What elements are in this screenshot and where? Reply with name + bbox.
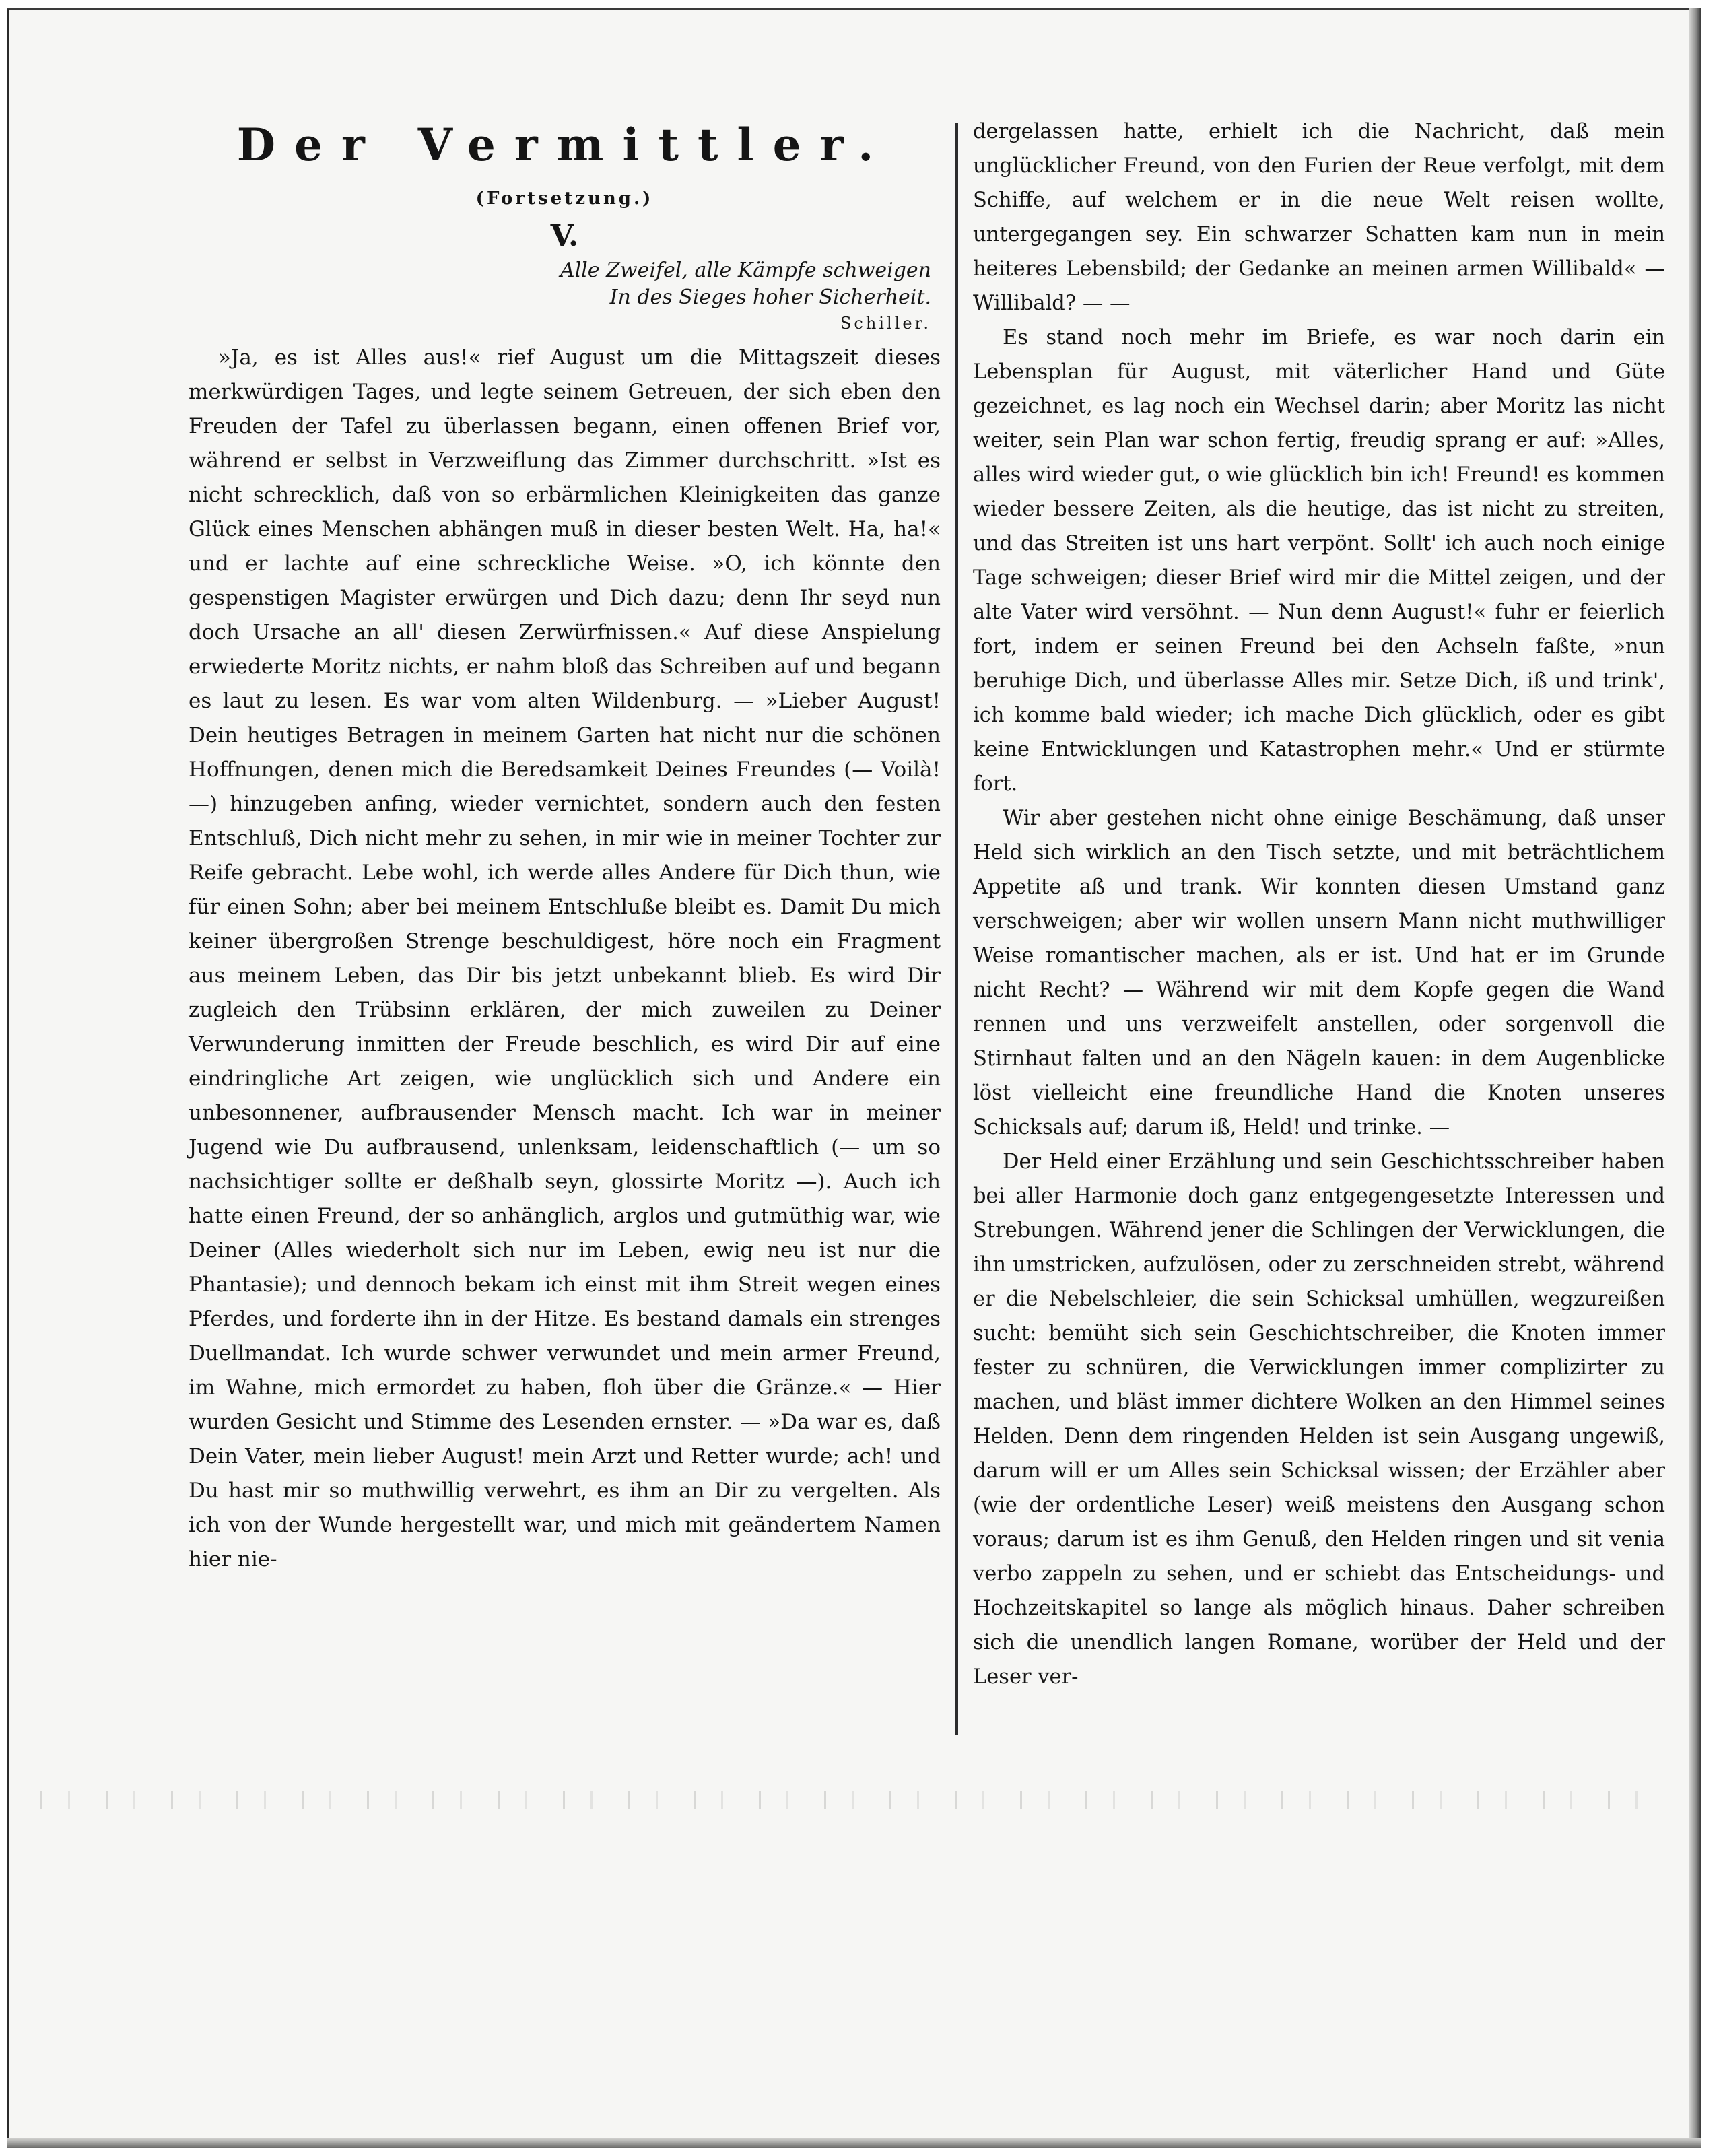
body-paragraph: Wir aber gestehen nicht ohne einige Beschämung, daß unser Held sich wirklich an den Tisch setzte, und mit beträchtlichem Appetite aß und trank. Wir konnten diesen Umstand ganz verschweigen; aber wir wollen unsern Mann nicht muthwilliger Weise romantischer machen, als er ist. Und hat er im Grunde nicht Recht? — Während wir mit dem Kopfe gegen die Wand rennen und uns verzweifelt anstellen, oder sorgenvoll die Stirnhaut falten und an den Nägeln kauen: in dem Augenblicke löst vielleicht eine freundliche Hand die Knoten unseres Schicksals auf; darum iß, Held! und trinke. — xyxy=(973,807,1665,1139)
body-paragraph: Es stand noch mehr im Briefe, es war noch darin ein Lebensplan für August, mit väterlicher Hand und Güte gezeichnet, es lag noch ein Wechsel darin; aber Moritz las nicht weiter, sein Plan war schon fertig, freudig sprang er auf: »Alles, alles wird wieder gut, o wie glücklich bin ich! Freund! es kommen wieder bessere Zeiten, als die heutige, das ist nicht zu streiten, und das Streiten ist uns hart verpönt. Sollt' ich auch noch einige Tage schweigen; dieser Brief wird mir die Mittel zeigen, und der alte Vater wird versöhnt. — Nun denn August!« fuhr er feierlich fort, indem er seinen Freund bei den Achseln faßte, »nun beruhige Dich, und überlasse Alles mir. Setze Dich, iß und trink', ich komme bald wieder; ich mache Dich glücklich, oder es gibt keine Entwicklungen und Katastrophen mehr.« Und er stürmte fort. xyxy=(973,326,1665,796)
article-title: Der Vermittler. xyxy=(236,119,893,171)
body-paragraph: Der Held einer Erzählung und sein Geschichtsschreiber haben bei aller Harmonie doch ganz entgegengesetzte Interessen und Strebungen. Während jener die Schlingen der Verwicklungen, die ihn umstricken, aufzulösen, oder zu zerschneiden strebt, während er die Nebelschleier, die sein Schicksal umhüllen, wegzureißen sucht: bemüht sich sein Geschichtschreiber, die Knoten immer fester zu schnüren, die Verwicklungen immer complizirter zu machen, und bläst immer dichtere Wolken an den Himmel seines Helden. Denn dem ringenden Helden ist sein Ausgang ungewiß, darum will er um Alles sein Schicksal wissen; der Erzähler aber (wie der ordentliche Leser) weiß meistens den Ausgang schon voraus; darum ist es ihm Genuß, den Helden ringen und sit venia verbo zappeln zu sehen, und er schiebt das Entscheidungs- und Hochzeitskapitel so lange als möglich hinaus. Daher schreiben sich die unendlich langen Romane, worüber der Held und der Leser ver- xyxy=(973,1150,1665,1689)
chapter-number: V. xyxy=(550,219,579,253)
motto-author: Schiller. xyxy=(840,314,931,333)
motto-line: Alle Zweifel, alle Kämpfe schweigen xyxy=(560,259,931,282)
article-subtitle: (Fortsetzung.) xyxy=(475,189,654,209)
page-edge-shadow xyxy=(1689,8,1701,2147)
motto-line: In des Sieges hoher Sicherheit. xyxy=(609,285,931,309)
scan-artifact-strip xyxy=(40,1791,1660,1809)
page-bottom-edge xyxy=(7,2138,1701,2148)
body-paragraph: dergelassen hatte, erhielt ich die Nachricht, daß mein unglücklicher Freund, von den Furien der Reue verfolgt, mit dem Schiffe, auf welchem er in die neue Welt reisen wollte, untergegangen sey. Ein schwarzer Schatten kam nun in mein heiteres Lebensbild; der Gedanke an meinen armen Willibald« — Willibald? — — xyxy=(973,120,1665,315)
motto-block xyxy=(189,257,941,335)
column-divider xyxy=(955,123,958,1735)
right-column xyxy=(973,114,1665,1694)
body-paragraph: »Ja, es ist Alles aus!« rief August um die Mittagszeit dieses merkwürdigen Tages, und legte seinem Getreuen, der sich eben den Freuden der Tafel zu überlassen begann, einen offenen Brief vor, während er selbst in Verzweiflung das Zimmer durchschritt. »Ist es nicht schrecklich, daß von so erbärmlichen Kleinigkeiten das ganze Glück eines Menschen abhängen muß in dieser besten Welt. Ha, ha!« und er lachte auf eine schreckliche Weise. »O, ich könnte den gespenstigen Magister erwürgen und Dich dazu; denn Ihr seyd nun doch Ursache an all' diesen Zerwürfnissen.« Auf diese Anspielung erwiederte Moritz nichts, er nahm bloß das Schreiben auf und begann es laut zu lesen. Es war vom alten Wildenburg. — »Lieber August! Dein heutiges Betragen in meinem Garten hat nicht nur die schönen Hoffnungen, denen mich die Beredsamkeit Deines Freundes (— Voilà! —) hinzugeben anfing, wieder vernichtet, sondern auch den festen Entschluß, Dich nicht mehr zu sehen, in mir wie in meiner Tochter zur Reife gebracht. Lebe wohl, ich werde alles Andere für Dich thun, wie für einen Sohn; aber bei meinem Entschluße bleibt es. Damit Du mich keiner übergroßen Strenge beschuldigest, höre noch ein Fragment aus meinem Leben, das Dir bis jetzt unbekannt blieb. Es wird Dir zugleich den Trübsinn erklären, der mich zuweilen zu Deiner Verwunderung inmitten der Freude beschlich, es wird Dir auf eine eindringliche Art zeigen, wie unglücklich sich und Andere ein unbesonnener, aufbrausender Mensch macht. Ich war in meiner Jugend wie Du aufbrausend, unlenksam, leidenschaftlich (— um so nachsichtiger sollte er deßhalb seyn, glossirte Moritz —). Auch ich hatte einen Freund, der so anhänglich, arglos und gutmüthig war, wie Deiner (Alles wiederholt sich nur im Leben, ewig neu ist nur die Phantasie); und dennoch bekam ich einst mit ihm Streit wegen eines Pferdes, und forderte ihn in der Hitze. Es bestand damals ein strenges Duellmandat. Ich wurde schwer verwundet und mein armer Freund, im Wahne, mich ermordet zu haben, floh über die Gränze.« — Hier wurden Gesicht und Stimme des Lesenden ernster. — »Da war es, daß Dein Vater, mein lieber August! mein Arzt und Retter wurde; ach! und Du hast mir so muthwillig verwehrt, es ihm an Dir zu vergelten. Als ich von der Wunde hergestellt war, und mich mit geändertem Namen hier nie- xyxy=(189,345,941,1572)
left-column xyxy=(189,114,941,1577)
